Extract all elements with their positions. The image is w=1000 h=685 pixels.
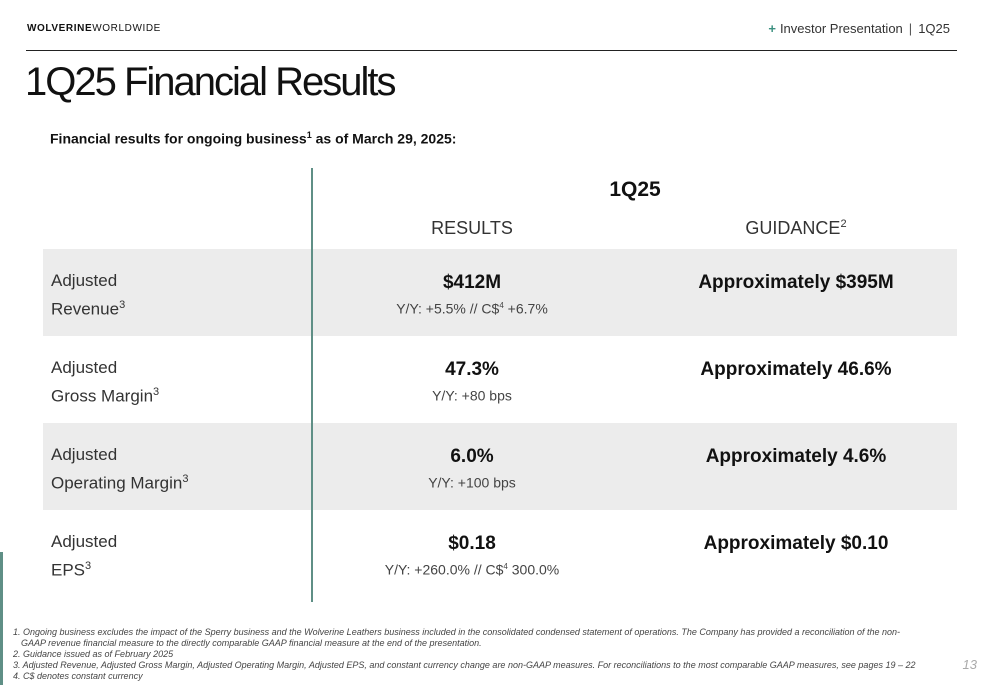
metric-label xyxy=(51,356,159,409)
metric-label-line1: Adjusted xyxy=(51,358,118,377)
result-change-pre: Y/Y: +100 bps xyxy=(428,474,516,491)
page-number: 13 xyxy=(962,657,977,672)
metric-label xyxy=(51,530,117,583)
metric-label-line1: Adjusted xyxy=(51,445,118,464)
result-change xyxy=(352,469,592,494)
header-rule xyxy=(26,50,957,51)
footnote-4: 4. C$ denotes constant currency xyxy=(13,671,143,681)
metric-footnote-ref: 3 xyxy=(119,299,126,311)
brand-logo xyxy=(27,23,161,34)
brand-bold: WOLVERINE xyxy=(27,23,93,34)
guidance-column-header xyxy=(676,218,916,239)
header-separator: | xyxy=(908,21,913,36)
results-column-header: RESULTS xyxy=(431,218,513,238)
result-change-sup: 4 xyxy=(499,301,504,310)
subtitle-footnote-ref: 1 xyxy=(306,130,312,140)
result-change xyxy=(352,295,592,320)
result-change xyxy=(352,382,592,407)
brand-light: WORLDWIDE xyxy=(92,23,161,34)
page-title: 1Q25 Financial Results xyxy=(25,60,395,104)
plus-icon: + xyxy=(768,21,776,36)
result-value: 47.3% xyxy=(445,359,499,380)
result-change-pre: Y/Y: +260.0% // C$ xyxy=(384,561,504,578)
table-row-eps xyxy=(43,510,957,597)
metric-label-line1: Adjusted xyxy=(51,271,118,290)
result-cell xyxy=(352,271,592,320)
guidance-value: Approximately $395M xyxy=(698,272,894,293)
presentation-period: 1Q25 xyxy=(918,21,950,36)
result-cell xyxy=(352,445,592,494)
metric-label-line2: Revenue xyxy=(51,299,120,319)
presentation-tag xyxy=(768,21,950,36)
metric-label xyxy=(51,443,188,496)
page-subtitle xyxy=(50,130,456,147)
result-change-sup: 4 xyxy=(503,562,508,571)
subtitle-tail: as of March 29, 2025: xyxy=(311,130,457,147)
metric-footnote-ref: 3 xyxy=(85,560,92,572)
result-cell xyxy=(352,532,592,581)
metric-label xyxy=(51,269,125,322)
result-value: $0.18 xyxy=(448,533,496,554)
metric-footnote-ref: 3 xyxy=(153,386,160,398)
result-change-post: 300.0% xyxy=(507,561,560,578)
footnote-3: 3. Adjusted Revenue, Adjusted Gross Margin, Adjusted Operating Margin, Adjusted EPS, and constant currency change are non-GAAP measures. For reconciliations to the most comparable GAAP measures, see pages 19 – 22 xyxy=(13,660,916,670)
metric-label-line2: Operating Margin xyxy=(51,473,183,493)
guidance-value: Approximately 4.6% xyxy=(705,446,887,467)
column-divider xyxy=(311,168,313,602)
result-change-pre: Y/Y: +80 bps xyxy=(432,387,512,404)
result-value: 6.0% xyxy=(450,446,494,467)
footnote-2: 2. Guidance issued as of February 2025 xyxy=(13,649,174,659)
result-change-pre: Y/Y: +5.5% // C$ xyxy=(396,300,500,317)
footnote-1: 1. Ongoing business excludes the impact of the Sperry business and the Wolverine Leathers business included in the consolidated condensed statement of operations. The Company has provided a reconciliation of the non- xyxy=(13,627,901,637)
table-row-gross-margin xyxy=(43,336,957,423)
metric-label-line2: EPS xyxy=(51,560,86,580)
result-change xyxy=(352,556,592,581)
guidance-header-label: GUIDANCE xyxy=(745,218,841,238)
table-row-operating-margin xyxy=(43,423,957,510)
subtitle-main: Financial results for ongoing business xyxy=(50,130,307,147)
period-header: 1Q25 xyxy=(609,178,661,201)
presentation-name: Investor Presentation xyxy=(779,21,903,36)
metric-label-line1: Adjusted xyxy=(51,532,118,551)
accent-bar xyxy=(0,552,3,685)
guidance-value: Approximately $0.10 xyxy=(703,533,889,554)
result-cell xyxy=(352,358,592,407)
footnote-1-cont: GAAP revenue financial measure to the directly comparable GAAP financial measure at the end of the presentation. xyxy=(21,638,482,648)
metric-footnote-ref: 3 xyxy=(182,473,189,485)
guidance-value: Approximately 46.6% xyxy=(700,359,892,380)
metric-label-line2: Gross Margin xyxy=(51,386,154,406)
result-change-post: +6.7% xyxy=(503,300,548,317)
footnotes xyxy=(13,627,943,682)
result-value: $412M xyxy=(442,272,502,293)
guidance-footnote-ref: 2 xyxy=(840,218,847,230)
table-row-revenue xyxy=(43,249,957,336)
